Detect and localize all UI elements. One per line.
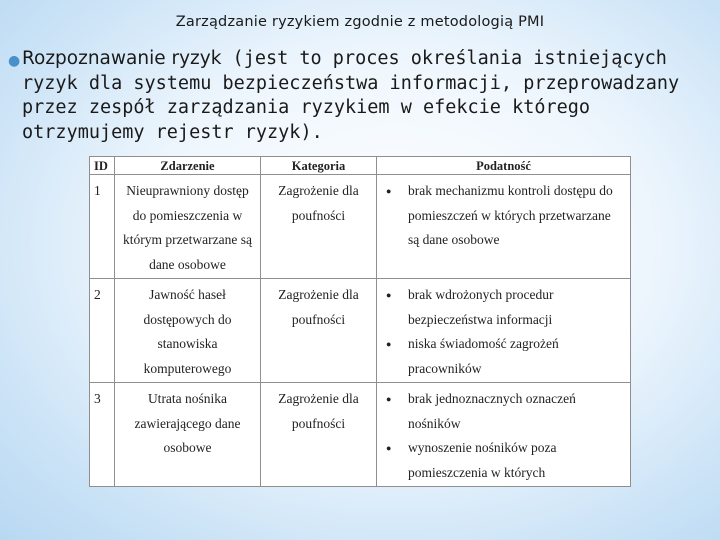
bullet-point	[8, 47, 708, 145]
bullet-lead: Rozpoznawanie ryzyk	[22, 48, 222, 69]
table-row	[90, 175, 631, 279]
header-id: ID	[90, 157, 115, 175]
risk-register-table	[89, 156, 631, 487]
risk-register-image	[89, 156, 630, 487]
bullet-description: (jest to proces określania istniejących ryzyk dla systemu bezpieczeństwa informacji, przeprowadzany przez zespół zarządzania ryzykiem w efekcie którego otrzymujemy rejestr ryzyk).	[22, 48, 680, 143]
row-vulnerabilities	[377, 175, 631, 279]
table-row	[90, 383, 631, 487]
vulnerability-item: ● brak wdrożonych procedur bezpieczeństwa informacji	[382, 283, 625, 332]
row-vulnerabilities	[377, 383, 631, 487]
row-category: Zagrożenie dla poufności	[261, 175, 377, 279]
row-event: Utrata nośnika zawierającego dane osobowe	[115, 383, 261, 487]
header-category: Kategoria	[261, 157, 377, 175]
row-category: Zagrożenie dla poufności	[261, 383, 377, 487]
table-row	[90, 279, 631, 383]
row-id: 1	[90, 175, 115, 279]
vulnerability-item: ● wynoszenie nośników poza pomieszczenia w których	[382, 436, 625, 485]
row-vulnerabilities	[377, 279, 631, 383]
row-category: Zagrożenie dla poufności	[261, 279, 377, 383]
bullet-dot-icon: ●	[8, 53, 21, 69]
bullet-text	[8, 47, 708, 145]
table-header-row	[90, 157, 631, 175]
row-event: Nieuprawniony dostęp do pomieszczenia w którym przetwarzane są dane osobowe	[115, 175, 261, 279]
slide-title: Zarządzanie ryzykiem zgodnie z metodologią PMI	[175, 14, 545, 30]
vulnerability-item: ● brak mechanizmu kontroli dostępu do pomieszczeń w których przetwarzane są dane osobowe	[382, 179, 625, 253]
vulnerability-item: ● niska świadomość zagrożeń pracowników	[382, 332, 625, 381]
vulnerability-item: ● brak jednoznacznych oznaczeń nośników	[382, 387, 625, 436]
header-event: Zdarzenie	[115, 157, 261, 175]
row-id: 3	[90, 383, 115, 487]
row-event: Jawność haseł dostępowych do stanowiska komputerowego	[115, 279, 261, 383]
row-id: 2	[90, 279, 115, 383]
header-vulnerability: Podatność	[377, 157, 631, 175]
